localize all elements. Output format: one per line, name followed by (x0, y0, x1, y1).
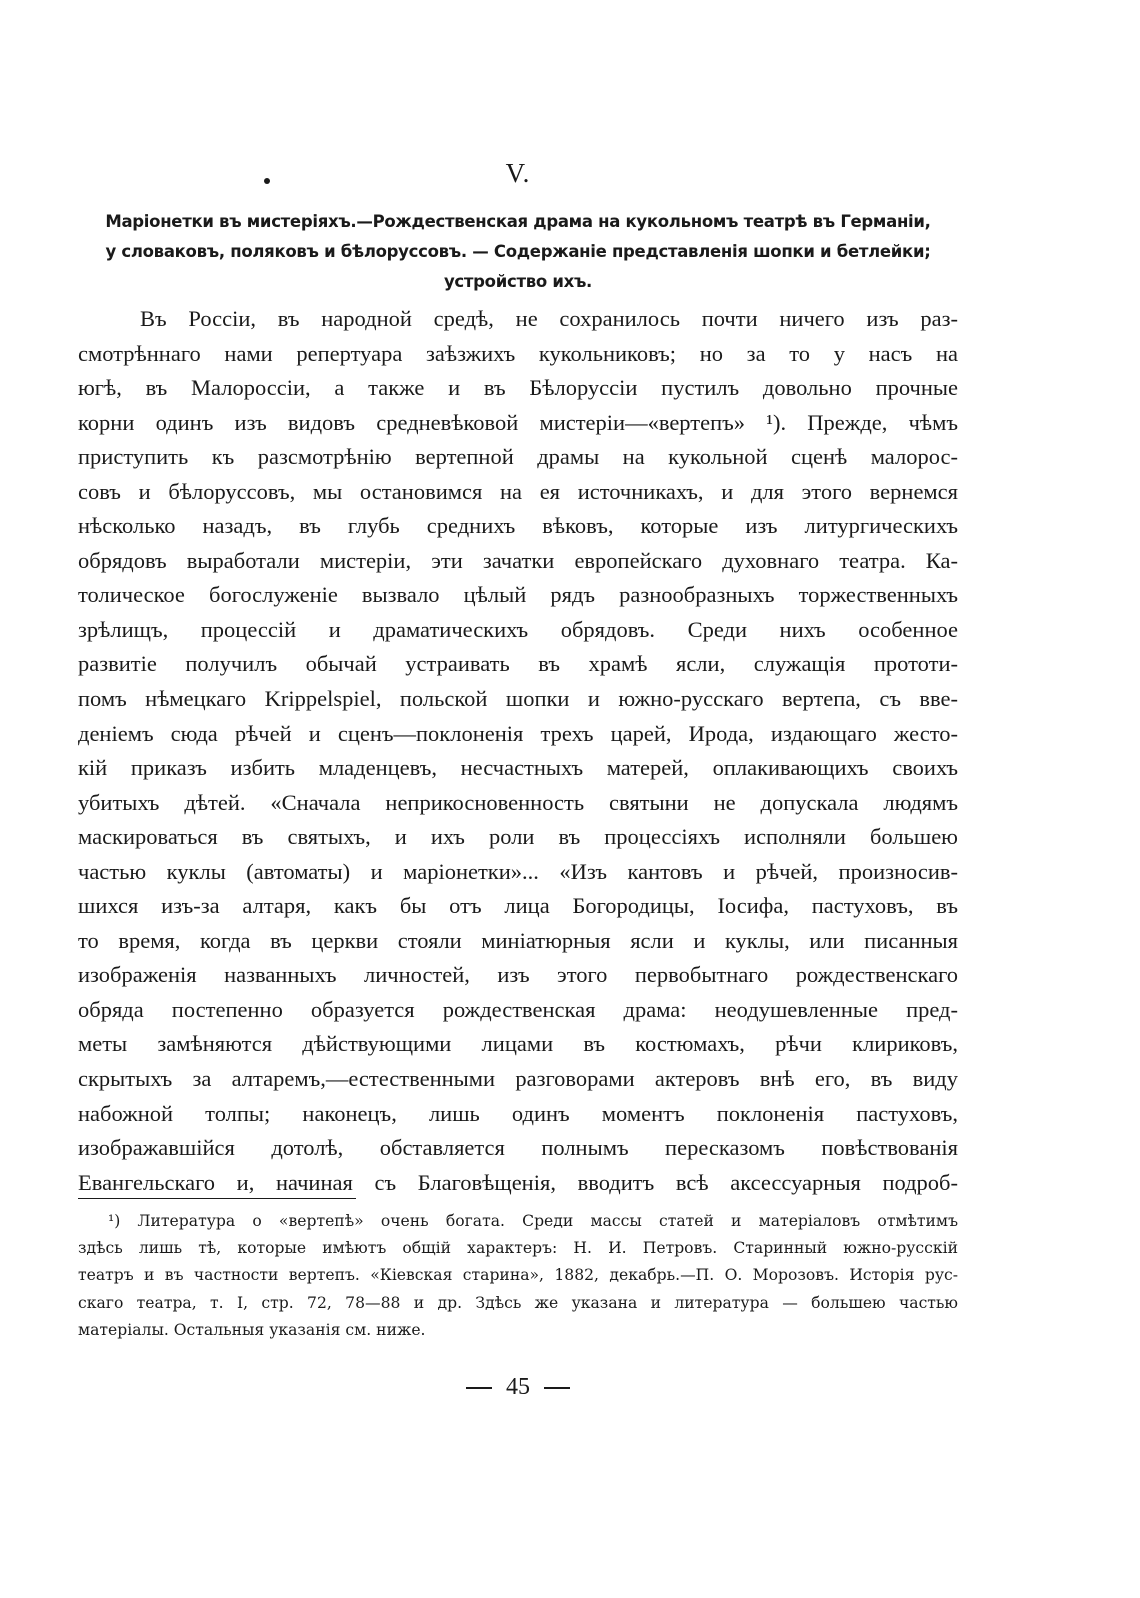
body-line: деніемъ сюда рѣчей и сценъ—поклоненія трехъ царей, Ирода, издающаго жесто- (78, 720, 958, 746)
body-line: нѣсколько назадъ, въ глубь среднихъ вѣковъ, которые изъ литургическихъ (78, 513, 958, 539)
body-line: развитіе получилъ обычай устраивать въ храмѣ ясли, служащія прототи- (78, 651, 958, 677)
body-line: меты замѣняются дѣйствующими лицами въ костюмахъ, рѣчи клириковъ, (78, 1031, 958, 1057)
footnote-line: матеріалы. Остальныя указанія см. ниже. (78, 1320, 426, 1339)
body-line: изображавшійся дотолѣ, обставляется полнымъ пересказомъ повѣствованія (78, 1135, 958, 1161)
body-line: приступить къ разсмотрѣнію вертепной драмы на кукольной сценѣ малорос- (78, 444, 958, 470)
body-line: обряда постепенно образуется рождественская драма: неодушевленные пред- (78, 996, 958, 1022)
body-line: то время, когда въ церкви стояли миніатюрныя ясли и куклы, или писанныя (78, 927, 958, 953)
body-line: скрытыхъ за алтаремъ,—естественными разговорами актеровъ внѣ его, въ виду (78, 1066, 958, 1092)
body-line: зрѣлищъ, процессій и драматическихъ обрядовъ. Среди нихъ особенное (78, 616, 958, 642)
body-line: изображенія названныхъ личностей, изъ этого первобытнаго рождественскаго (78, 962, 958, 988)
page-number-dash-left (466, 1387, 492, 1389)
page-number (78, 1372, 958, 1402)
body-line: кій приказъ избить младенцевъ, несчастныхъ матерей, оплакивающихъ своихъ (78, 755, 958, 781)
chapter-number: V. (505, 158, 531, 188)
footnote-line: здѣсь лишь тѣ, которые имѣютъ общій характеръ: Н. И. Петровъ. Старинный южно-русскій (78, 1239, 958, 1258)
body-line: Евангельскаго и, начиная съ Благовѣщенія, вводитъ всѣ аксессуарныя подроб- (78, 1169, 958, 1195)
body-line: набожной толпы; наконецъ, лишь одинъ моментъ поклоненія пастуховъ, (78, 1100, 958, 1126)
body-line: смотрѣннаго нами репертуара заѣзжихъ кукольниковъ; но за то у насъ на (78, 340, 958, 366)
footnote-line: скаго театра, т. I, стр. 72, 78—88 и др. Здѣсь же указана и литература — большею частью (78, 1293, 958, 1312)
footnote (78, 1208, 958, 1344)
footnote-line: ¹) Литература о «вертепѣ» очень богата. Среди массы статей и матеріаловъ отмѣтимъ (108, 1212, 958, 1230)
body-line: помъ нѣмецкаго Krippelspiel, польской шопки и южно-русскаго вертепа, съ вве- (78, 686, 958, 712)
page-number-value: 45 (506, 1374, 530, 1400)
body-line: толическое богослуженіе вызвало цѣлый рядъ разнообразныхъ торжественныхъ (78, 582, 958, 608)
summary-line: устройство ихъ. (443, 272, 593, 291)
chapter-summary (78, 207, 958, 297)
body-line: шихся изъ-за алтаря, какъ бы отъ лица Богородицы, Іосифа, пастуховъ, въ (78, 893, 958, 919)
footnote-line: театръ и въ частности вертепъ. «Кіевская старина», 1882, декабрь.—П. О. Морозовъ. Исторія рус- (78, 1266, 958, 1285)
body-paragraph (78, 302, 958, 1200)
body-line: корни одинъ изъ видовъ средневѣковой мистеріи—«вертепъ» ¹). Прежде, чѣмъ (78, 409, 958, 435)
footnote-divider (78, 1198, 356, 1199)
body-line: совъ и бѣлоруссовъ, мы остановимся на ея источникахъ, и для этого вернемся (78, 478, 958, 504)
body-line: югѣ, въ Малороссіи, а также и въ Бѣлоруссіи пустилъ довольно прочные (78, 375, 958, 401)
body-line: убитыхъ дѣтей. «Сначала неприкосновенность святыни не допускала людямъ (78, 789, 958, 815)
summary-line: Маріонетки въ мистеріяхъ.—Рождественская драма на кукольномъ театрѣ въ Германіи, (105, 212, 931, 231)
body-line: маскироваться въ святыхъ, и ихъ роли въ процессіяхъ исполняли большею (78, 824, 958, 850)
book-page (78, 0, 958, 1598)
page-number-dash-right (544, 1387, 570, 1389)
body-line: Въ Россіи, въ народной средѣ, не сохранилось почти ничего изъ раз- (140, 306, 958, 331)
summary-line: у словаковъ, поляковъ и бѣлоруссовъ. — Содержаніе представленія шопки и бетлейки; (105, 242, 931, 261)
body-line: обрядовъ выработали мистеріи, эти зачатки европейскаго духовнаго театра. Ка- (78, 547, 958, 573)
body-line: частью куклы (автоматы) и маріонетки»... «Изъ кантовъ и рѣчей, произносив- (78, 858, 958, 884)
